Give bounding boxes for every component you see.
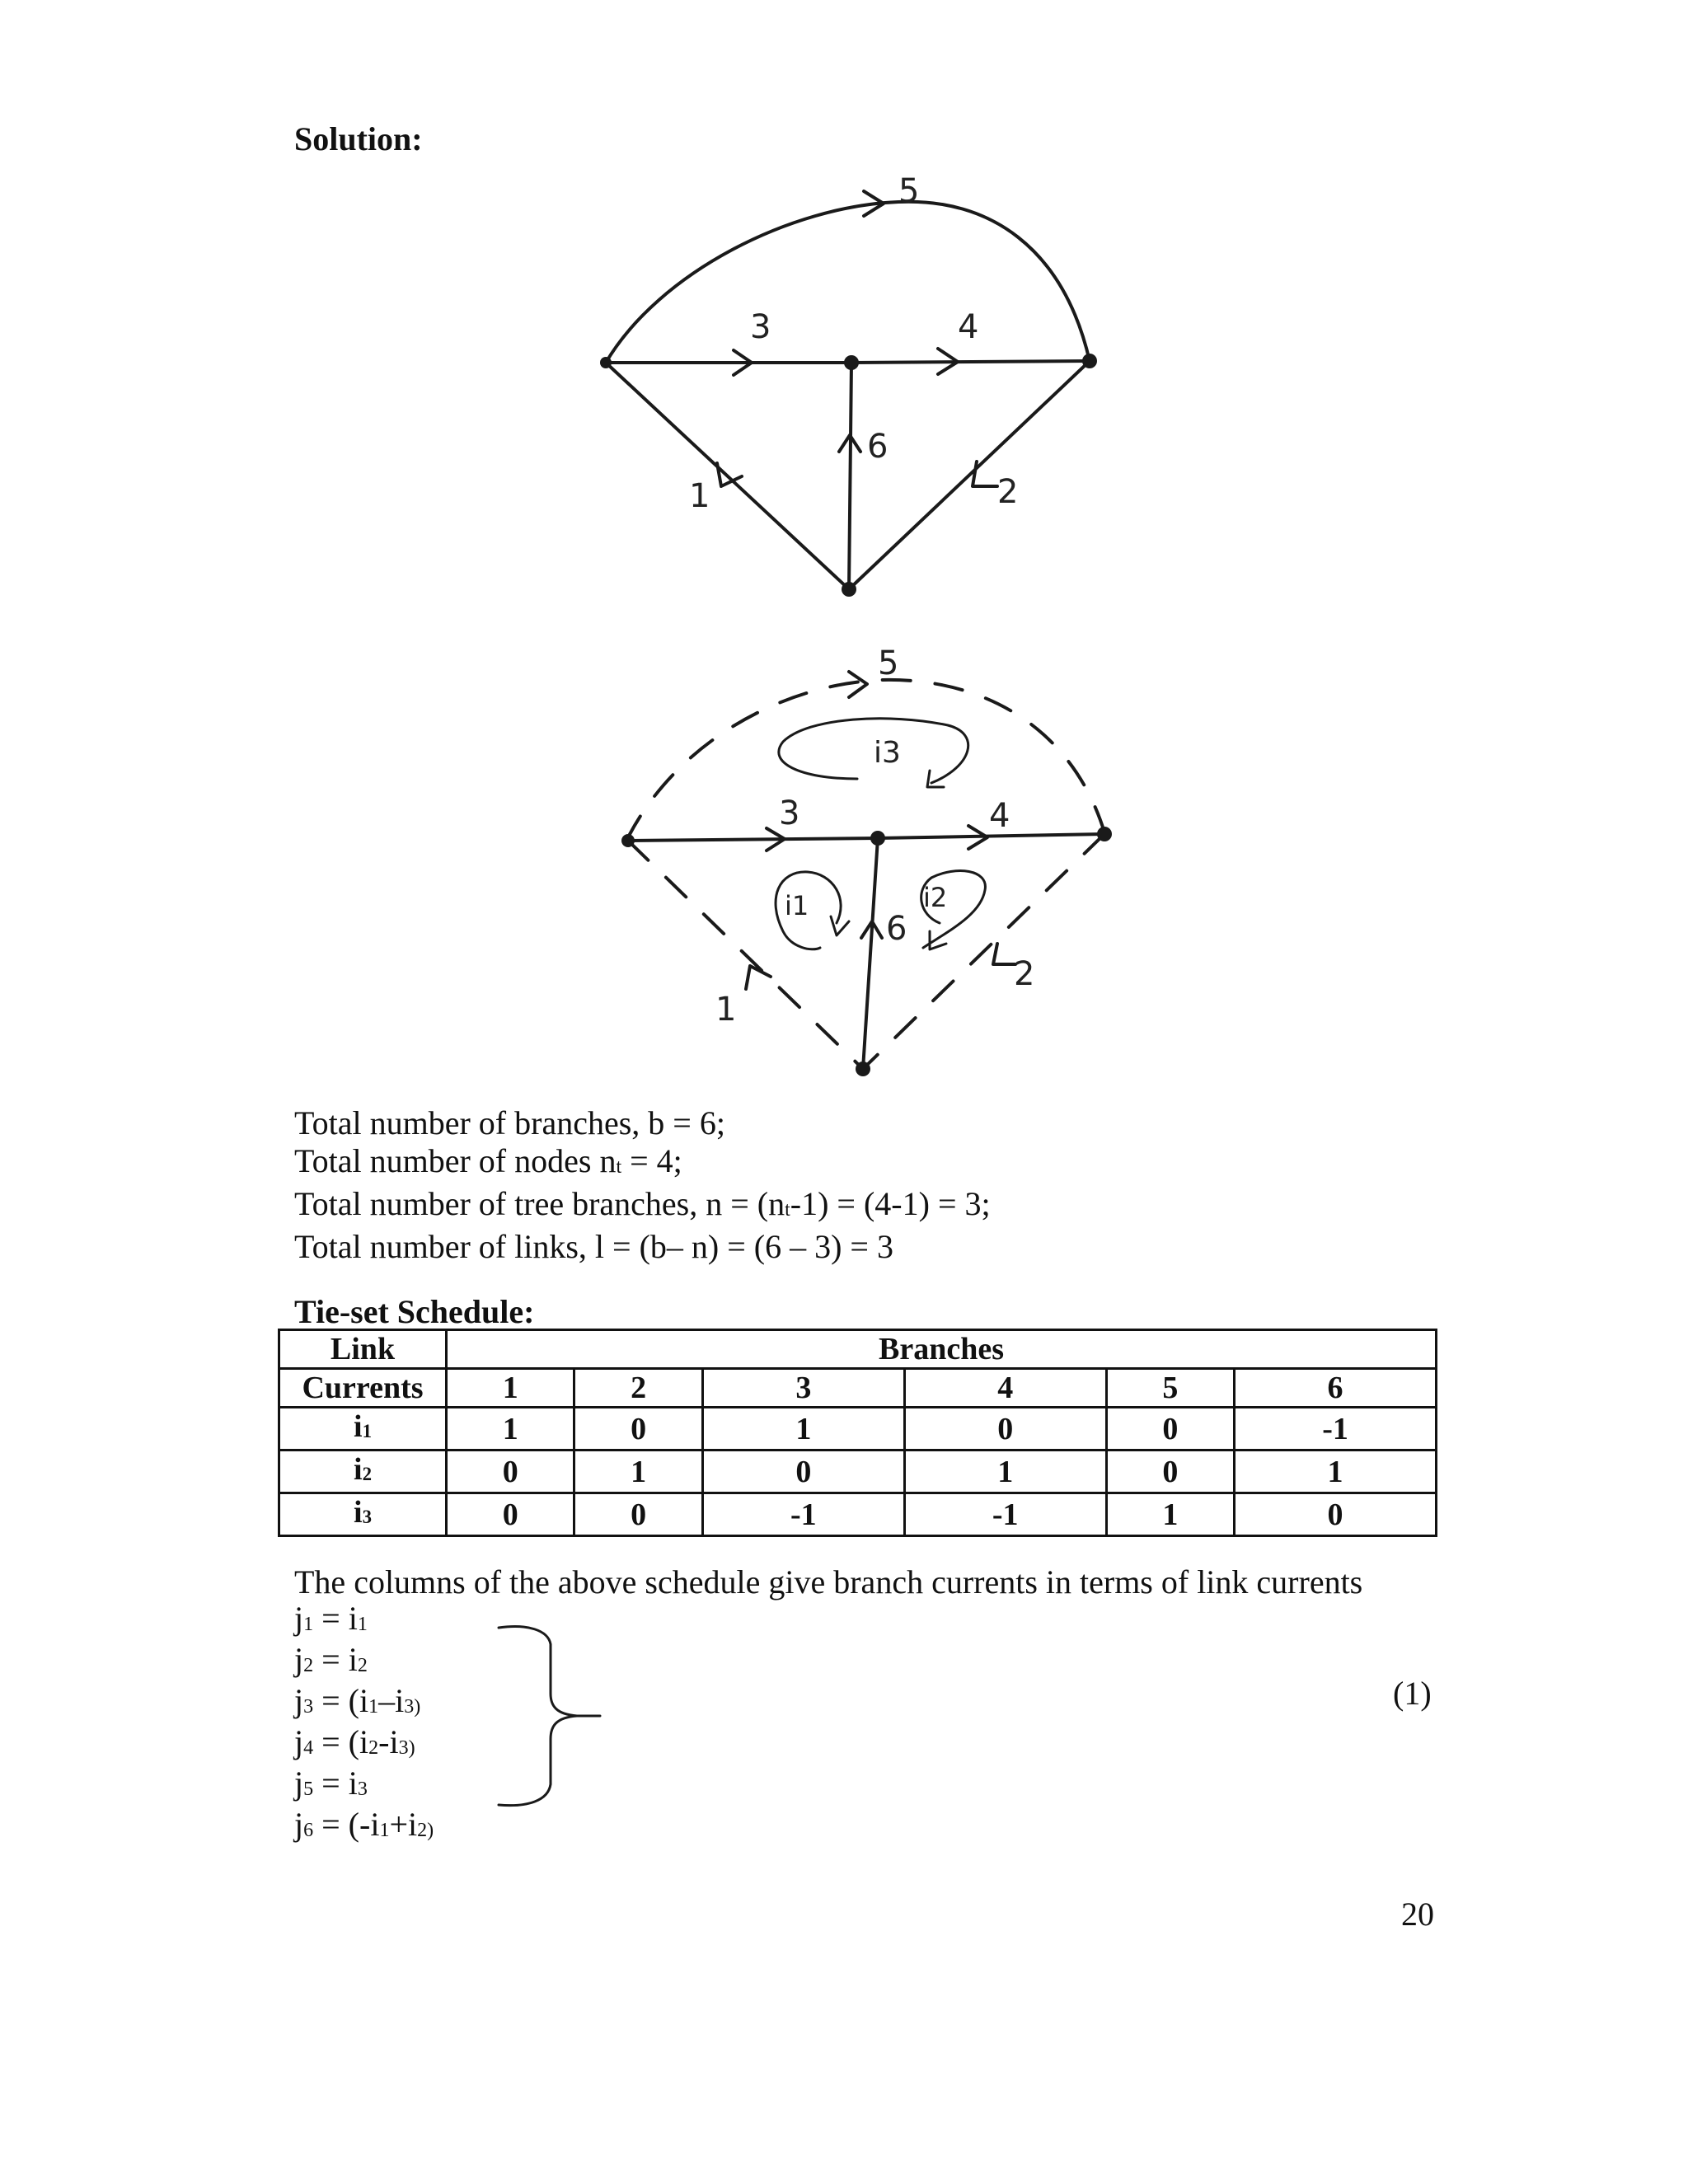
cell: 1 [904,1451,1106,1493]
header-currents: Currents [279,1369,447,1408]
fact-tree-branches: Total number of tree branches, n = (nt-1) = (4-1) = 3; [294,1185,991,1222]
cell: 1 [1235,1451,1437,1493]
cell: 1 [447,1408,574,1451]
fact-links: Total number of links, l = (b– n) = (6 – 3) = 3 [294,1228,893,1265]
label-branch-2: 2 [1014,955,1035,993]
cell: 0 [702,1451,904,1493]
cell: 1 [702,1408,904,1451]
fact-branches: Total number of branches, b = 6; [294,1104,725,1141]
cell: -1 [1235,1408,1437,1451]
label-branch-6: 6 [886,910,907,948]
col-4: 4 [904,1369,1106,1408]
equation-number: (1) [1393,1675,1432,1712]
cell: 0 [904,1408,1106,1451]
col-6: 6 [1235,1369,1437,1408]
cell: -1 [702,1493,904,1536]
row-label: i1 [279,1408,447,1451]
fact-nodes: Total number of nodes nt = 4; [294,1142,682,1179]
col-3: 3 [702,1369,904,1408]
cell: 1 [574,1451,702,1493]
cell: -1 [904,1493,1106,1536]
description: The columns of the above schedule give branch currents in terms of link currents [294,1563,1363,1601]
cell: 0 [447,1493,574,1536]
label-branch-1: 1 [689,477,710,515]
header-link: Link [279,1330,447,1369]
equation-j3: j3 = (i1–i3) [294,1682,421,1719]
label-branch-3: 3 [750,308,771,346]
cell: 0 [1106,1451,1234,1493]
equation-j5: j5 = i3 [294,1765,368,1802]
page-number: 20 [1401,1896,1434,1933]
col-5: 5 [1106,1369,1234,1408]
cell: 0 [447,1451,574,1493]
equation-j4: j4 = (i2-i3) [294,1723,415,1760]
equation-j2: j2 = i2 [294,1641,368,1678]
cell: 0 [574,1493,702,1536]
label-branch-1: 1 [715,991,737,1029]
cell: 0 [1235,1493,1437,1536]
label-branch-6: 6 [867,428,889,466]
label-loop-i1: i1 [785,890,809,921]
row-label: i2 [279,1451,447,1493]
equation-j6: j6 = (-i1+i2) [294,1806,434,1843]
label-loop-i2: i2 [923,882,948,913]
tieset-title: Tie-set Schedule: [294,1293,535,1330]
cell: 1 [1106,1493,1234,1536]
label-branch-4: 4 [989,797,1010,835]
header-branches: Branches [447,1330,1437,1369]
col-1: 1 [447,1369,574,1408]
row-label: i3 [279,1493,447,1536]
label-branch-4: 4 [958,308,979,346]
label-loop-i3: i3 [874,736,901,770]
label-branch-3: 3 [779,794,800,832]
cell: 0 [574,1408,702,1451]
col-2: 2 [574,1369,702,1408]
equation-j1: j1 = i1 [294,1600,368,1637]
cell: 0 [1106,1408,1234,1451]
label-branch-5: 5 [878,644,899,682]
label-branch-2: 2 [997,473,1019,511]
label-branch-5: 5 [898,172,920,210]
solution-heading: Solution: [294,120,423,157]
